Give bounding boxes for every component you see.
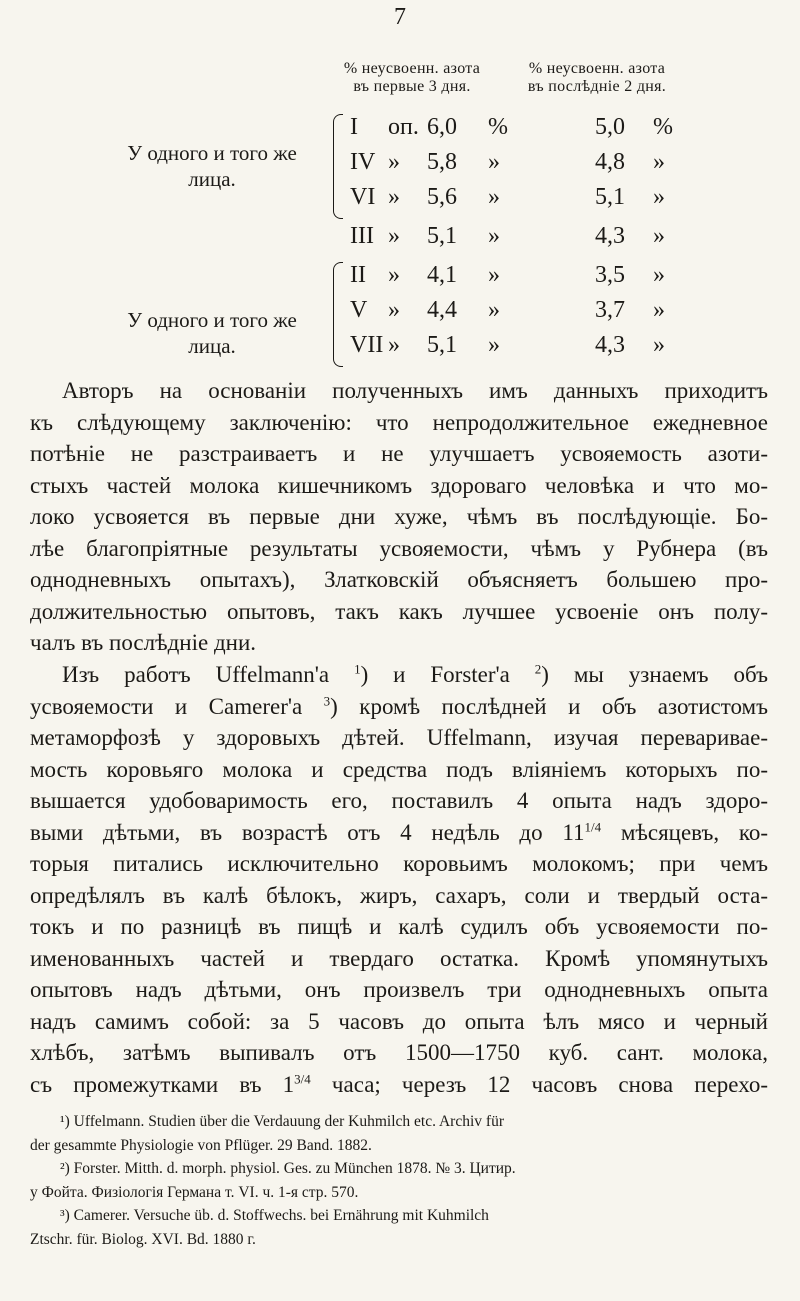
unit-last-days: » bbox=[653, 149, 665, 175]
header-line: % неусвоенн. азота bbox=[528, 60, 666, 77]
value-last-days: 4,3 bbox=[595, 332, 625, 358]
value-last-days: 4,8 bbox=[595, 149, 625, 175]
unit-first-days: » bbox=[488, 223, 500, 249]
experiment-mark: » bbox=[388, 332, 400, 358]
value-first-days: 5,1 bbox=[427, 223, 457, 249]
table-row bbox=[0, 149, 800, 183]
table-row bbox=[0, 184, 800, 218]
table-header-first-days bbox=[314, 60, 510, 96]
fraction: 3/4 bbox=[294, 1070, 311, 1086]
group-label-line: У одного и того же bbox=[127, 141, 297, 165]
experiment-number: II bbox=[350, 262, 366, 288]
footnote-ref: 1 bbox=[354, 661, 361, 677]
footnote-ref: 3 bbox=[323, 692, 331, 708]
header-line: % неусвоенн. азота bbox=[343, 60, 481, 77]
footnote-line: ¹) Uffelmann. Studien über die Verdauung der Kuhmilch etc. Archiv für bbox=[60, 1113, 504, 1130]
experiment-mark: » bbox=[388, 297, 400, 323]
experiment-number: V bbox=[350, 297, 368, 323]
unit-first-days: % bbox=[488, 114, 508, 140]
text-line: потѣніе не разстраиваетъ и не улучшаетъ усвояемость азоти- bbox=[30, 441, 768, 466]
table-header-last-days bbox=[508, 60, 686, 96]
experiment-number: I bbox=[350, 114, 358, 140]
value-first-days: 5,8 bbox=[427, 149, 457, 175]
paragraph-conclusion bbox=[30, 375, 768, 659]
experiment-mark: » bbox=[388, 149, 400, 175]
header-line: въ послѣдніе 2 дня. bbox=[527, 78, 667, 95]
experiment-number: VII bbox=[350, 332, 384, 358]
text-fragment: усвояемости и Camerer'а bbox=[30, 693, 324, 719]
text-fragment: ) мы узнаемъ объ bbox=[541, 662, 768, 687]
value-first-days: 4,1 bbox=[427, 262, 457, 288]
experiment-mark: » bbox=[388, 184, 400, 210]
footnotes bbox=[30, 1110, 770, 1251]
table-row bbox=[0, 223, 800, 257]
text-line bbox=[30, 1069, 768, 1101]
text-fragment: мѣсяцевъ, ко- bbox=[601, 819, 768, 845]
unit-first-days: » bbox=[488, 332, 500, 358]
unit-first-days: » bbox=[488, 184, 500, 210]
unit-first-days: » bbox=[488, 149, 500, 175]
experiment-number: IV bbox=[350, 149, 376, 175]
text-fragment: Изъ работъ Uffelmann'а bbox=[62, 662, 355, 687]
fraction: 1/4 bbox=[584, 818, 602, 834]
footnote-line: ²) Forster. Mitth. d. morph. physiol. Ges. zu München 1878. № 3. Цитир. bbox=[60, 1160, 516, 1177]
text-line bbox=[30, 659, 768, 691]
text-fragment: съ промежутками въ 1 bbox=[30, 1071, 295, 1097]
unit-last-days: » bbox=[653, 223, 665, 249]
text-line: чалъ въ послѣдніе дни. bbox=[30, 630, 257, 655]
text-line: Авторъ на основаніи полученныхъ имъ данныхъ приходитъ bbox=[62, 378, 768, 403]
text-line: токъ и по разницѣ въ пищѣ и калѣ судилъ объ усвояемости по- bbox=[30, 914, 768, 939]
value-first-days: 5,1 bbox=[427, 332, 457, 358]
group-label-line: лица. bbox=[188, 334, 236, 358]
table-row bbox=[0, 114, 800, 148]
header-line: въ первые 3 дня. bbox=[353, 78, 471, 95]
footnote-line: ³) Camerer. Versuche üb. d. Stoffwechs. bei Ernährung mit Kuhmilch bbox=[60, 1207, 489, 1224]
unit-first-days: » bbox=[488, 297, 500, 323]
footnote-line: Ztschr. für. Biolog. XVI. Bd. 1880 г. bbox=[30, 1230, 256, 1248]
page-number: 7 bbox=[394, 4, 406, 30]
value-last-days: 3,5 bbox=[595, 262, 625, 288]
value-first-days: 5,6 bbox=[427, 184, 457, 210]
text-fragment: ) кромѣ послѣдней и объ азотистомъ bbox=[330, 693, 768, 719]
experiment-mark: » bbox=[388, 262, 400, 288]
footnote-ref: 2 bbox=[534, 661, 542, 677]
text-line: однодневныхъ опытахъ), Златковскій объясняетъ большею про- bbox=[30, 567, 768, 592]
text-line: мость коровьяго молока и средства подъ вліяніемъ которыхъ по- bbox=[30, 756, 768, 782]
text-fragment: выми дѣтьми, въ возрастѣ отъ 4 недѣль до 11 bbox=[30, 819, 585, 845]
unit-last-days: » bbox=[653, 184, 665, 210]
experiment-mark: оп. bbox=[388, 114, 419, 140]
footnote-line: der gesammte Physiologie von Pflüger. 29 Band. 1882. bbox=[30, 1136, 372, 1154]
table-row bbox=[0, 332, 800, 366]
text-line: хлѣбъ, затѣмъ выпивалъ отъ 1500—1750 куб. сант. молока, bbox=[30, 1040, 768, 1065]
value-last-days: 5,1 bbox=[595, 184, 625, 210]
text-line: къ слѣдующему заключенію: что непродолжительное ежедневное bbox=[30, 409, 768, 435]
text-line: опредѣлялъ въ калѣ бѣлокъ, жиръ, сахаръ, соли и твердый оста- bbox=[30, 882, 768, 908]
text-line: стыхъ частей молока кишечникомъ здороваго человѣка и что мо- bbox=[30, 472, 768, 498]
value-last-days: 3,7 bbox=[595, 297, 625, 323]
unit-last-days: » bbox=[653, 262, 665, 288]
text-line: именованныхъ частей и твердаго остатка. Кромѣ упомянутыхъ bbox=[30, 945, 768, 971]
table-row bbox=[0, 262, 800, 296]
experiment-number: VI bbox=[350, 184, 376, 210]
value-last-days: 4,3 bbox=[595, 223, 625, 249]
paragraph-uffelmann bbox=[30, 659, 768, 1100]
text-line: опытовъ надъ дѣтьми, онъ произвелъ три однодневныхъ опыта bbox=[30, 977, 768, 1002]
text-line: вышается удобоваримость его, поставилъ 4 опыта надъ здоро- bbox=[30, 788, 768, 813]
experiment-number: III bbox=[350, 223, 374, 249]
group-label-line: лица. bbox=[188, 167, 236, 191]
unit-last-days: » bbox=[653, 332, 665, 358]
text-line: должительностью опытовъ, такъ какъ лучшее усвоеніе онъ полу- bbox=[30, 598, 768, 624]
text-line: надъ самимъ собой: за 5 часовъ до опыта ѣлъ мясо и черный bbox=[30, 1008, 768, 1034]
footnote-line: у Фойта. Физіологія Германа т. VI. ч. 1-я стр. 570. bbox=[30, 1183, 359, 1201]
text-line bbox=[30, 817, 768, 849]
text-line: лѣе благопріятные результаты усвояемости, чѣмъ у Рубнера (въ bbox=[30, 535, 768, 561]
group-label-line: У одного и того же bbox=[127, 308, 297, 332]
table-row bbox=[0, 297, 800, 331]
unit-last-days: » bbox=[653, 297, 665, 323]
text-line: локо усвояется въ первые дни хуже, чѣмъ въ послѣдующіе. Бо- bbox=[30, 504, 768, 529]
text-fragment: часа; черезъ 12 часовъ снова перехо- bbox=[310, 1071, 768, 1097]
text-line: торыя питались исключительно коровьимъ молокомъ; при чемъ bbox=[30, 851, 768, 876]
text-line: метаморфозѣ у здоровыхъ дѣтей. Uffelmann, изучая переваривае- bbox=[30, 725, 768, 750]
value-first-days: 6,0 bbox=[427, 114, 457, 140]
text-line bbox=[30, 691, 768, 723]
experiment-mark: » bbox=[388, 223, 400, 249]
unit-first-days: » bbox=[488, 262, 500, 288]
value-last-days: 5,0 bbox=[595, 114, 625, 140]
value-first-days: 4,4 bbox=[427, 297, 457, 323]
text-fragment: ) и Forster'а bbox=[360, 662, 535, 687]
unit-last-days: % bbox=[653, 114, 673, 140]
